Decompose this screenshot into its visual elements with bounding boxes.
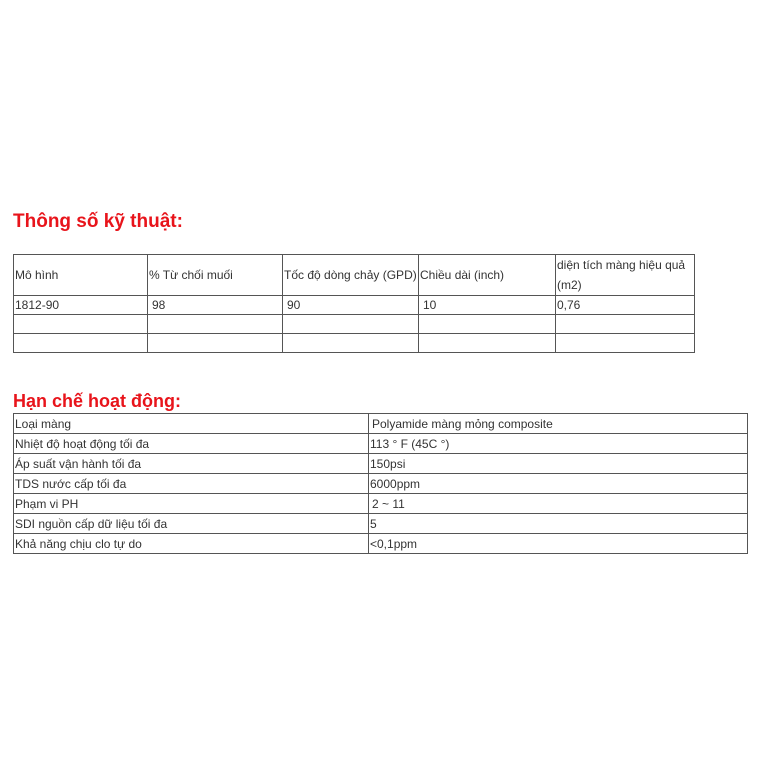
spec-cell	[556, 334, 695, 353]
spec-header-cell: % Từ chối muối	[148, 255, 283, 296]
spec-header-cell: Chiều dài (inch)	[419, 255, 556, 296]
spec-section-title: Thông số kỹ thuật:	[13, 211, 183, 232]
table-row	[14, 334, 695, 353]
limit-label: Phạm vi PH	[14, 494, 369, 514]
spec-cell	[148, 315, 283, 334]
spec-cell: 98	[148, 296, 283, 315]
table-row	[14, 315, 695, 334]
table-row	[14, 296, 695, 315]
limit-label: TDS nước cấp tối đa	[14, 474, 369, 494]
spec-header-cell: Mô hình	[14, 255, 148, 296]
spec-cell: 0,76	[556, 296, 695, 315]
limits-section-title: Hạn chế hoạt động:	[13, 391, 181, 411]
spec-cell	[556, 315, 695, 334]
spec-header-row	[14, 255, 695, 296]
table-row	[14, 494, 748, 514]
spec-header-cell: diện tích màng hiệu quả (m2)	[556, 255, 695, 296]
limit-value: Polyamide màng mỏng composite	[369, 414, 748, 434]
spec-cell: 90	[283, 296, 419, 315]
spec-cell	[283, 315, 419, 334]
spec-cell: 1812-90	[14, 296, 148, 315]
limit-label: Áp suất vận hành tối đa	[14, 454, 369, 474]
limit-value: 113 ° F (45C °)	[369, 434, 748, 454]
limit-label: Nhiệt độ hoạt động tối đa	[14, 434, 369, 454]
table-row	[14, 454, 748, 474]
limit-label: Loại màng	[14, 414, 369, 434]
limits-table	[13, 413, 748, 554]
limit-value: <0,1ppm	[369, 534, 748, 554]
spec-cell	[14, 334, 148, 353]
limit-label: Khả năng chịu clo tự do	[14, 534, 369, 554]
spec-cell	[419, 315, 556, 334]
spec-cell	[14, 315, 148, 334]
limit-value: 6000ppm	[369, 474, 748, 494]
limit-value: 5	[369, 514, 748, 534]
spec-cell	[419, 334, 556, 353]
spec-cell	[283, 334, 419, 353]
table-row	[14, 434, 748, 454]
table-row	[14, 534, 748, 554]
limit-label: SDI nguồn cấp dữ liệu tối đa	[14, 514, 369, 534]
spec-header-cell: Tốc độ dòng chảy (GPD)	[283, 255, 419, 296]
spec-cell: 10	[419, 296, 556, 315]
table-row	[14, 414, 748, 434]
limit-value: 2 ~ 11	[369, 494, 748, 514]
spec-cell	[148, 334, 283, 353]
table-row	[14, 514, 748, 534]
spec-table	[13, 254, 695, 353]
table-row	[14, 474, 748, 494]
limit-value: 150psi	[369, 454, 748, 474]
